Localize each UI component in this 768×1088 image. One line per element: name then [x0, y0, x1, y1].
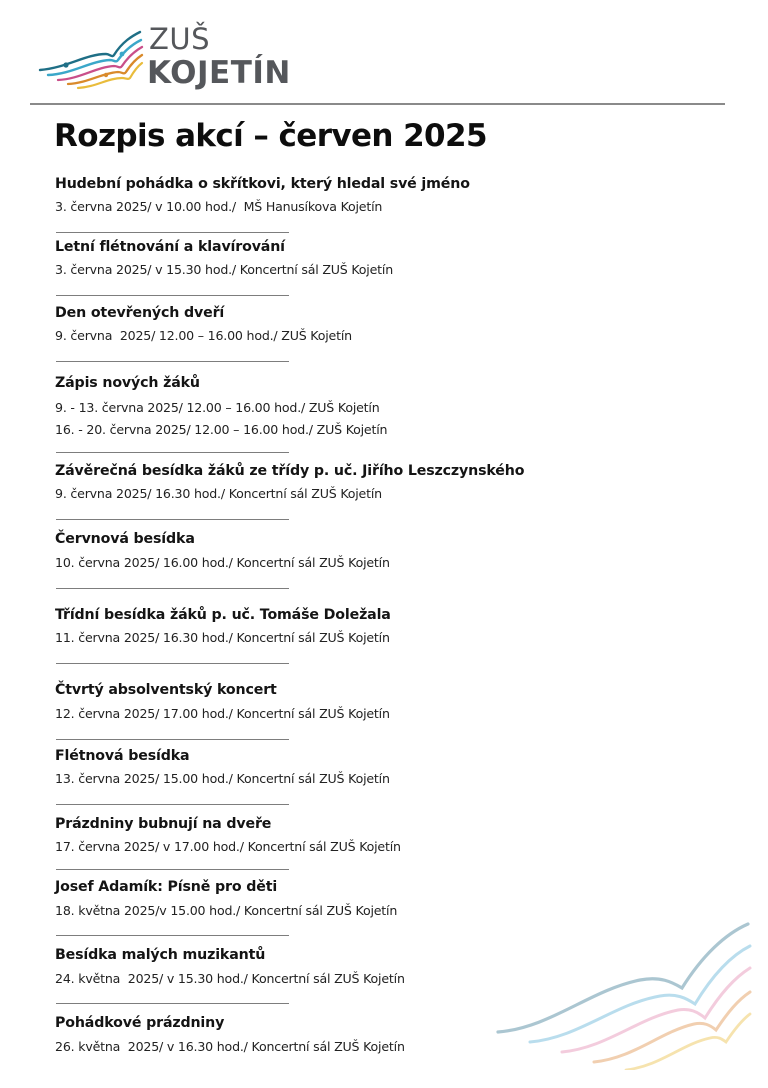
- event-divider: [56, 1003, 289, 1004]
- event-detail: 9. června 2025/ 16.30 hod./ Koncertní sál ZUŠ Kojetín: [55, 486, 382, 501]
- event-divider: [56, 232, 289, 233]
- event-detail: 24. května 2025/ v 15.30 hod./ Koncertní sál ZUŠ Kojetín: [55, 971, 405, 986]
- page-title: Rozpis akcí – červen 2025: [54, 118, 487, 154]
- logo-text-kojetin: KOJETÍN: [147, 55, 291, 91]
- event-detail: 3. června 2025/ v 10.00 hod./ MŠ Hanusíkova Kojetín: [55, 199, 383, 214]
- logo-swoosh-icon: [36, 28, 144, 90]
- event-detail: 17. června 2025/ v 17.00 hod./ Koncertní sál ZUŠ Kojetín: [55, 839, 401, 854]
- event-detail: 10. června 2025/ 16.00 hod./ Koncertní sál ZUŠ Kojetín: [55, 555, 390, 570]
- decorative-swoosh-icon: [490, 910, 752, 1070]
- event-divider: [56, 935, 289, 936]
- event-title: Besídka malých muzikantů: [55, 947, 266, 963]
- header-divider: [30, 103, 725, 105]
- event-title: Josef Adamík: Písně pro děti: [55, 879, 278, 895]
- event-detail: 26. května 2025/ v 16.30 hod./ Koncertní sál ZUŠ Kojetín: [55, 1039, 405, 1054]
- event-detail: 18. května 2025/v 15.00 hod./ Koncertní sál ZUŠ Kojetín: [55, 903, 398, 918]
- event-title: Hudební pohádka o skřítkovi, který hledal své jméno: [55, 176, 470, 192]
- event-detail: 12. června 2025/ 17.00 hod./ Koncertní sál ZUŠ Kojetín: [55, 706, 390, 721]
- event-title: Třídní besídka žáků p. uč. Tomáše Doležala: [55, 607, 391, 623]
- event-detail: 13. června 2025/ 15.00 hod./ Koncertní sál ZUŠ Kojetín: [55, 771, 390, 786]
- event-divider: [56, 295, 289, 296]
- event-title: Čtvrtý absolventský koncert: [55, 682, 277, 698]
- event-title: Zápis nových žáků: [55, 375, 200, 391]
- event-divider: [56, 663, 289, 664]
- event-divider: [56, 804, 289, 805]
- event-title: Letní flétnování a klavírování: [55, 239, 285, 255]
- event-divider: [56, 588, 289, 589]
- school-logo: [36, 22, 306, 94]
- event-title: Červnová besídka: [55, 531, 195, 547]
- event-detail: 9. - 13. června 2025/ 12.00 – 16.00 hod./ ZUŠ Kojetín: [55, 400, 380, 415]
- event-detail: 9. června 2025/ 12.00 – 16.00 hod./ ZUŠ Kojetín: [55, 328, 352, 343]
- event-divider: [56, 519, 289, 520]
- event-detail: 3. června 2025/ v 15.30 hod./ Koncertní sál ZUŠ Kojetín: [55, 262, 393, 277]
- event-title: Prázdniny bubnují na dveře: [55, 816, 272, 832]
- event-title: Pohádkové prázdniny: [55, 1015, 225, 1031]
- event-divider: [56, 739, 289, 740]
- event-title: Den otevřených dveří: [55, 305, 225, 321]
- event-divider: [56, 452, 289, 453]
- event-title: Flétnová besídka: [55, 748, 190, 764]
- logo-text-zus: ZUŠ: [149, 22, 211, 56]
- event-divider: [56, 869, 289, 870]
- event-detail: 16. - 20. června 2025/ 12.00 – 16.00 hod./ ZUŠ Kojetín: [55, 422, 388, 437]
- event-detail: 11. června 2025/ 16.30 hod./ Koncertní sál ZUŠ Kojetín: [55, 630, 390, 645]
- event-title: Závěrečná besídka žáků ze třídy p. uč. Jiřího Leszczynského: [55, 463, 525, 479]
- event-divider: [56, 361, 289, 362]
